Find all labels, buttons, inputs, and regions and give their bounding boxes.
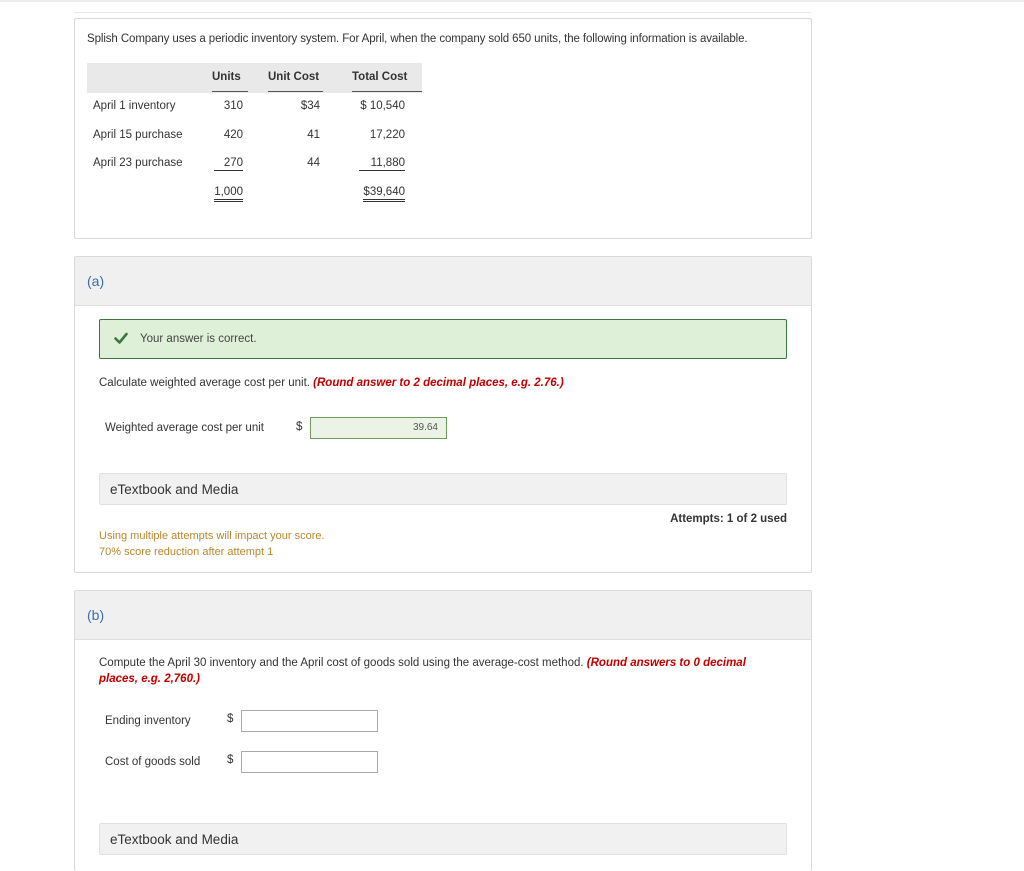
rounding-note: (Round answers to 0 decimal: [586, 657, 746, 669]
rounding-note: (Round answer to 2 decimal places, e.g. 2.76.): [313, 377, 564, 389]
warning-line: Using multiple attempts will impact your score.: [99, 530, 325, 542]
currency-symbol: $: [227, 754, 234, 766]
attempts-counter: Attempts: 1 of 2 used: [670, 513, 787, 525]
part-a-header: [75, 257, 811, 306]
cell-unit-cost: 44: [307, 157, 320, 169]
rounding-note-cont: places, e.g. 2,760.): [99, 673, 201, 685]
cell-total-cost: [345, 157, 405, 171]
correct-answer-banner: [99, 319, 787, 359]
units-underlined: 270: [214, 157, 243, 171]
row-label: April 23 purchase: [93, 157, 183, 169]
cell-units: 420: [223, 129, 243, 141]
header-unit-cost: Unit Cost: [268, 71, 320, 83]
header-total-cost: Total Cost: [352, 71, 408, 83]
question-text: Compute the April 30 inventory and the April cost of goods sold using the average-cost method.: [99, 657, 584, 669]
cell-units: 310: [223, 100, 243, 112]
header-units-rule: [212, 91, 248, 92]
part-b-question: [99, 655, 779, 687]
row-label: April 15 purchase: [93, 129, 183, 141]
weighted-average-input[interactable]: 39.64: [310, 417, 447, 439]
checkmark-icon: [114, 331, 128, 345]
cell-unit-cost: $34: [300, 100, 320, 112]
part-b-section: [74, 590, 812, 871]
problem-statement: [74, 18, 812, 239]
etextbook-media-button[interactable]: [99, 823, 787, 855]
cell-total-cost: $ 10,540: [360, 100, 405, 112]
attempt-warning: [99, 528, 325, 560]
inventory-table-header: [87, 63, 422, 93]
currency-symbol: $: [227, 713, 234, 725]
part-b-header: [75, 591, 811, 640]
total-units-value: 1,000: [214, 186, 243, 202]
cell-units: [211, 157, 243, 171]
weighted-average-label: Weighted average cost per unit: [105, 422, 264, 434]
header-units: Units: [212, 71, 241, 83]
part-a-letter: (a): [87, 273, 105, 289]
correct-message: Your answer is correct.: [140, 333, 257, 345]
ending-inventory-label: Ending inventory: [105, 715, 191, 727]
cell-total-cost: 17,220: [369, 129, 405, 141]
cost-of-goods-sold-input[interactable]: [241, 751, 378, 773]
header-total-cost-rule: [352, 91, 422, 92]
total-cost-underlined: 11,880: [359, 157, 405, 171]
total-cost: [339, 186, 405, 202]
warning-line: 70% score reduction after attempt 1: [99, 546, 274, 558]
etextbook-media-button[interactable]: [99, 473, 787, 505]
part-a-question: [99, 377, 564, 389]
etextbook-media-label: eTextbook and Media: [110, 482, 239, 497]
content-divider: [74, 12, 811, 13]
header-unit-cost-rule: [268, 91, 323, 92]
ending-inventory-input[interactable]: [241, 710, 378, 732]
total-cost-value: $39,640: [363, 186, 405, 202]
etextbook-media-label: eTextbook and Media: [110, 832, 239, 847]
row-label: April 1 inventory: [93, 100, 176, 112]
currency-symbol: $: [296, 421, 303, 433]
question-text: Calculate weighted average cost per unit.: [99, 377, 310, 389]
total-units: [209, 186, 243, 202]
top-divider: [0, 0, 1024, 2]
problem-intro: Splish Company uses a periodic inventory system. For April, when the company sold 650 units, the following information is available.: [87, 33, 748, 45]
part-a-section: [74, 256, 812, 573]
part-b-letter: (b): [87, 607, 105, 623]
cost-of-goods-sold-label: Cost of goods sold: [105, 756, 201, 768]
cell-unit-cost: 41: [307, 129, 320, 141]
